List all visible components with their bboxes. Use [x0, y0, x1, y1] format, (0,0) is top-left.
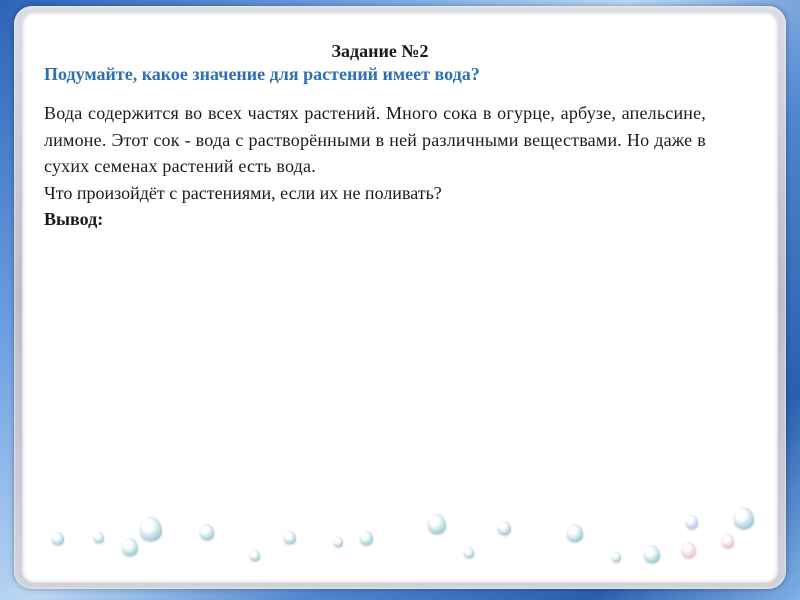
- water-droplet-icon: [284, 531, 296, 544]
- water-droplet-icon: [734, 507, 754, 529]
- water-droplet-icon: [250, 550, 260, 561]
- conclusion-label: Вывод:: [44, 208, 104, 229]
- water-droplet-icon: [567, 524, 583, 542]
- water-droplet-icon: [200, 524, 214, 540]
- slide-panel: [22, 12, 778, 583]
- slide-content: [44, 40, 706, 232]
- water-droplet-icon: [612, 552, 621, 562]
- task-title: Задание №2: [331, 41, 429, 61]
- water-droplet-icon: [334, 537, 343, 547]
- task-paragraph: Вода содержится во всех частях растений. Много сока в огурце, арбузе, апельсине, лимоне. Этот сок - вода с растворёнными в ней различными веществами. Но даже в сухих семенах растений есть вода.: [44, 103, 706, 176]
- water-droplet-icon: [722, 534, 734, 548]
- water-droplet-icon: [122, 538, 138, 556]
- water-droplet-icon: [686, 515, 698, 529]
- water-droplet-icon: [140, 517, 162, 541]
- follow-up-question: Что произойдёт с растениями, если их не поливать?: [44, 182, 442, 203]
- water-droplet-icon: [428, 514, 446, 534]
- water-droplet-icon: [464, 547, 474, 558]
- water-droplet-icon: [498, 521, 511, 535]
- task-question: Подумайте, какое значение для растений имеет вода?: [44, 64, 480, 84]
- water-droplet-icon: [52, 532, 64, 545]
- water-droplet-icon: [682, 542, 696, 558]
- water-droplet-icon: [94, 532, 104, 543]
- water-droplet-icon: [644, 545, 660, 563]
- water-droplet-icon: [360, 531, 373, 545]
